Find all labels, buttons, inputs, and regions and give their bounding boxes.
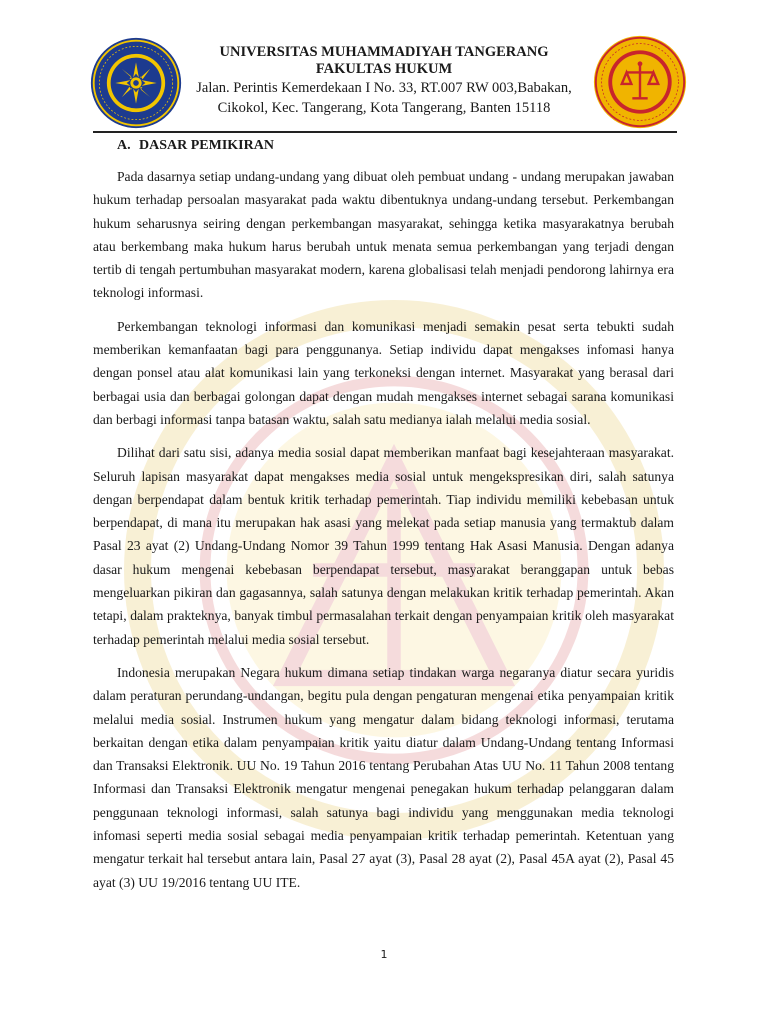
university-name: UNIVERSITAS MUHAMMADIYAH TANGERANG	[219, 44, 549, 60]
paragraph-3: Dilihat dari satu sisi, adanya media sosial dapat memberikan manfaat bagi kesejahteraan masyarakat. Seluruh lapisan masyarakat dapat mengakses media sosial untuk mengekspresikan diri, salah satunya dengan berpendapat dalam bentuk kritik terhadap pemerintah. Tiap individu memiliki kebebasan untuk berpendapat, di mana itu merupakan hak asasi yang melekat pada setiap manusia yang termaktub dalam Pasal 23 ayat (2) Undang-Undang Nomor 39 Tahun 1999 tentang Hak Asasi Manusia. Dengan adanya dasar hukum mengenai kebebasan berpendapat tersebut, masyarakat beranggapan untuk bebas mengeluarkan pikiran dan gagasannya, salah satunya dengan melakukan kritik terhadap pemerintah. Akan tetapi, dalam prakteknya, banyak timbul permasalahan terkait dengan penyampaian kritik oleh masyarakat terhadap pemerintah melalui media sosial tersebut.	[93, 445, 674, 647]
section-heading	[117, 136, 674, 156]
paragraph-1: Pada dasarnya setiap undang-undang yang dibuat oleh pembuat undang - undang merupakan jawaban hukum terhadap persoalan masyarakat pada waktu dibentuknya undang-undang tersebut. Perkembangan hukum seharusnya seiring dengan perkembangan masyarakat, sehingga ketika masyarakatnya berubah atau berkembang maka hukum harus berubah untuk menata semua perkembangan yang terjadi dengan tertib di tengah pertumbuhan masyarakat modern, karena globalisasi telah menjadi pendorong lahirnya era teknologi informasi.	[93, 169, 674, 301]
university-seal-icon	[89, 36, 183, 130]
letterhead	[180, 44, 588, 118]
section-number: A.	[117, 138, 131, 153]
faculty-name: FAKULTAS HUKUM	[315, 61, 453, 77]
faculty-law-seal-icon	[592, 34, 688, 130]
paragraph-4: Indonesia merupakan Negara hukum dimana setiap tindakan warga negaranya diatur secara yuridis dalam peraturan perundang-undangan, begitu pula dengan pengaturan mengenai etika penyampaian kritik melalui media sosial. Instrumen hukum yang mengatur dalam bidang teknologi informasi, terutama berkaitan dengan etika dalam penyampaian kritik yaitu diatur dalam Undang-Undang tentang Informasi dan Transaksi Elektronik. UU No. 19 Tahun 2016 tentang Perubahan Atas UU No. 11 Tahun 2008 tentang Informasi dan Transaksi Elektronik mengatur mengenai penegakan hukum terhadap pelanggaran dalam penggunaan teknologi informasi, salah satunya bagi individu yang menggunakan media teknologi infomasi seperti media sosial sebagai media penyampaian kritik terhadap pemerintah. Ketentuan yang mengatur terkait hal tersebut antara lain, Pasal 27 ayat (3), Pasal 28 ayat (2), Pasal 45A ayat (2), Pasal 45 ayat (3) UU 19/2016 tentang UU ITE.	[93, 664, 674, 890]
paragraph-2: Perkembangan teknologi informasi dan komunikasi menjadi semakin pesat serta tebukti sudah memberikan kemanfaatan bagi para penggunanya. Setiap individu dapat mengakses infomasi hanya dengan ponsel atau alat komunikasi lain yang terkoneksi dengan internet. Masyarakat yang berasal dari berbagai usia dan berbagai golongan dapat dengan mudah mengakses internet sebagai sarana komunikasi dan berbagi informasi tanpa batasan waktu, salah satu medianya ialah melalui media sosial.	[93, 318, 674, 427]
section-title: DASAR PEMIKIRAN	[139, 138, 274, 153]
document-body	[93, 136, 674, 904]
address-line-2: Cikokol, Kec. Tangerang, Kota Tangerang, Banten 15118	[217, 100, 551, 116]
address-line-1: Jalan. Perintis Kemerdekaan I No. 33, RT.007 RW 003,Babakan,	[196, 80, 572, 96]
page-number: 1	[380, 948, 388, 961]
header-divider	[93, 131, 677, 133]
